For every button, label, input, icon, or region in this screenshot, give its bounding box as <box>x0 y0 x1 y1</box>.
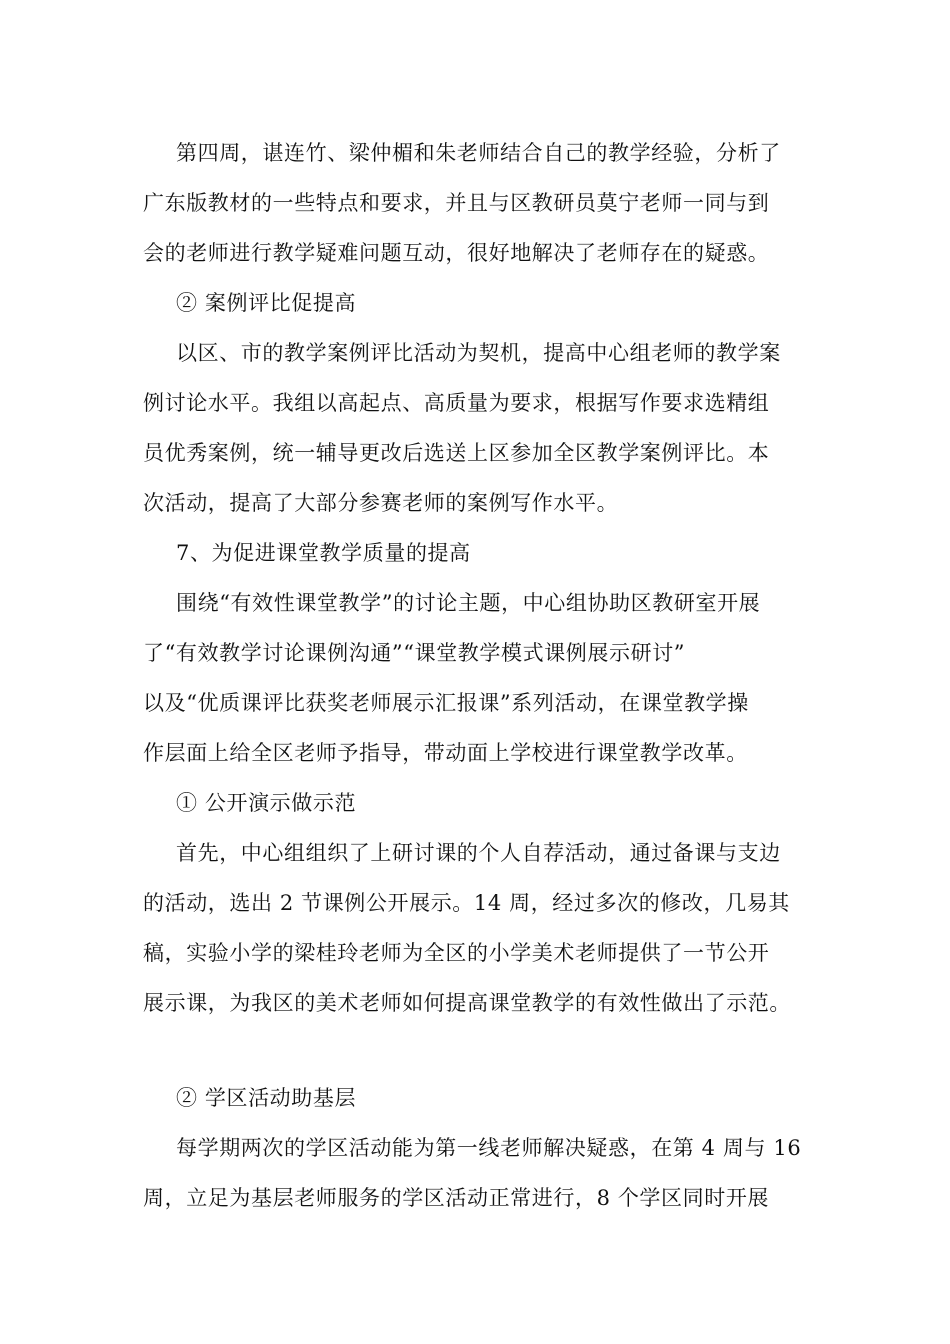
paragraph-line: 首先，中心组组织了上研讨课的个人自荐活动，通过备课与支边 <box>176 841 781 865</box>
subheading: ① 公开演示做示范 <box>176 791 357 815</box>
paragraph-line: 每学期两次的学区活动能为第一线老师解决疑惑，在第 4 周与 16 <box>176 1136 802 1160</box>
paragraph-line: 周，立足为基层老师服务的学区活动正常进行，8 个学区同时开展 <box>143 1186 770 1210</box>
paragraph-line: 稿，实验小学的梁桂玲老师为全区的小学美术老师提供了一节公开 <box>143 941 770 965</box>
paragraph-line: 第四周，谌连竹、梁仲楣和朱老师结合自己的教学经验，分析了 <box>176 141 781 165</box>
paragraph-line: 例讨论水平。我组以高起点、高质量为要求，根据写作要求选精组 <box>143 391 770 415</box>
paragraph-line: 展示课，为我区的美术老师如何提高课堂教学的有效性做出了示范。 <box>143 991 791 1015</box>
paragraph-line: 作层面上给全区老师予指导，带动面上学校进行课堂教学改革。 <box>143 741 748 765</box>
paragraph-line: 次活动，提高了大部分参赛老师的案例写作水平。 <box>143 491 619 515</box>
paragraph-line: 的活动，选出 2 节课例公开展示。14 周，经过多次的修改，几易其 <box>143 891 790 915</box>
subheading: ② 学区活动助基层 <box>176 1086 357 1110</box>
paragraph-line: 员优秀案例，统一辅导更改后选送上区参加全区教学案例评比。本 <box>143 441 770 465</box>
paragraph-line: 广东版教材的一些特点和要求，并且与区教研员莫宁老师一同与到 <box>143 191 770 215</box>
subheading: ② 案例评比促提高 <box>176 291 357 315</box>
paragraph-line: 围绕“有效性课堂教学”的讨论主题，中心组协助区教研室开展 <box>176 591 761 615</box>
paragraph-line: 会的老师进行教学疑难问题互动，很好地解决了老师存在的疑惑。 <box>143 241 770 265</box>
section-heading: 7、为促进课堂教学质量的提高 <box>176 541 471 565</box>
paragraph-line: 以区、市的教学案例评比活动为契机，提高中心组老师的教学案 <box>176 341 781 365</box>
paragraph-line: 了“有效教学讨论课例沟通”“课堂教学模式课例展示研讨” <box>143 641 686 665</box>
paragraph-line: 以及“优质课评比获奖老师展示汇报课”系列活动，在课堂教学操 <box>143 691 749 715</box>
